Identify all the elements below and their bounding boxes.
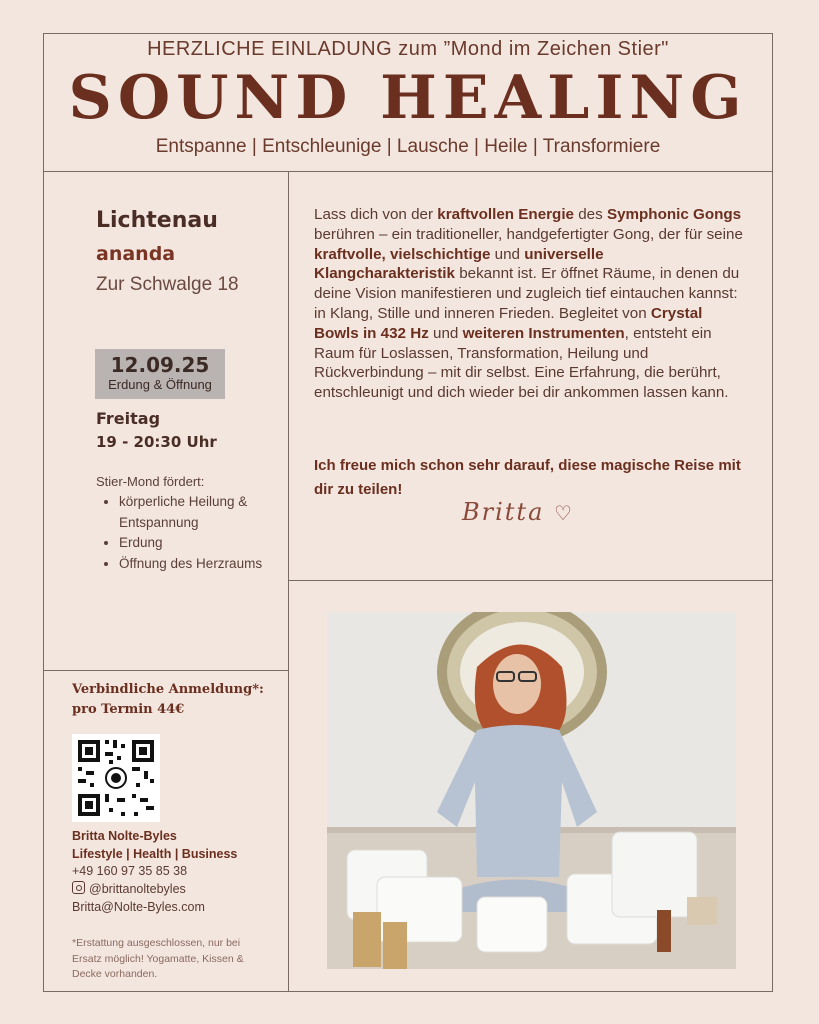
desc-text: des xyxy=(574,206,607,223)
venue-name: ananda xyxy=(96,243,176,265)
divider-column xyxy=(288,171,289,992)
signature-text: Britta xyxy=(462,498,545,526)
closing-line: Ich freue mich schon sehr darauf, diese magische Reise mit dir zu teilen! xyxy=(314,457,741,498)
event-photo xyxy=(327,612,736,969)
instagram-handle: @brittanoltebyles xyxy=(89,882,186,896)
desc-text: berühren – ein traditioneller, handgefertigter Gong, der für seine xyxy=(314,225,743,243)
city: Lichtenau xyxy=(96,208,218,233)
desc-text: bekannt ist. Er öffnet Räume, in denen du deine Vision manifestieren und zugleich tief eintauchen kannst: in Klang, Stille und inneren Frieden. Begleitet von xyxy=(314,265,740,322)
desc-text: und xyxy=(490,245,525,263)
event-date: 12.09.25 xyxy=(110,353,210,377)
description-paragraph xyxy=(314,205,744,403)
list-item: • körperliche Heilung & Entspannung xyxy=(119,492,294,533)
desc-bold: kraftvolle, vielschichtige xyxy=(314,245,491,263)
date-badge xyxy=(95,349,225,399)
heart-icon: ♡ xyxy=(554,501,574,525)
desc-text: Lass dich von der xyxy=(314,206,438,223)
benefit-list xyxy=(100,492,294,574)
list-item: • Erdung xyxy=(119,533,294,554)
subtitle: Entspanne | Entschleunige | Lausche | Heile | Transformiere xyxy=(155,136,661,157)
signature xyxy=(462,498,574,526)
contact-tagline: Lifestyle | Health | Business xyxy=(72,847,238,861)
contact-name: Britta Nolte-Byles xyxy=(72,829,177,843)
registration-price: pro Termin 44€ xyxy=(72,702,185,717)
contact-instagram[interactable] xyxy=(72,881,186,896)
desc-bold: weiteren Instrumenten xyxy=(462,324,625,342)
desc-bold: Crystal Bowls in 432 Hz xyxy=(314,304,703,342)
divider-right-middle xyxy=(288,580,773,581)
invitation-line: HERZLICHE EINLADUNG zum ”Mond im Zeichen Stier" xyxy=(147,38,669,60)
contact-email[interactable]: Britta@Nolte-Byles.com xyxy=(72,900,205,914)
desc-bold: universelle Klangcharakteristik xyxy=(314,245,604,283)
divider-header xyxy=(43,171,773,172)
event-weekday: Freitag xyxy=(96,409,161,428)
event-time: 19 - 20:30 Uhr xyxy=(96,433,217,451)
desc-text: , entsteht ein Raum für Loslassen, Transformation, Heilung und Rückverbindung – mit dir selbst. Eine Erfahrung, die berührt, entschleunigt und dich wieder bei dir ankommen lassen kann. xyxy=(314,324,729,402)
qr-code-icon[interactable] xyxy=(72,734,160,822)
desc-bold: Symphonic Gongs xyxy=(606,206,742,223)
contact-phone[interactable]: +49 160 97 35 85 38 xyxy=(72,864,188,878)
moon-intro: Stier-Mond fördert: xyxy=(96,474,205,489)
registration-label: Verbindliche Anmeldung*: xyxy=(72,682,264,697)
divider-left-bottom xyxy=(43,670,288,671)
page-title: SOUND HEALING xyxy=(68,63,748,133)
instagram-icon xyxy=(72,881,85,894)
list-item: • Öffnung des Herzraums xyxy=(119,554,294,575)
desc-bold: kraftvollen Energie xyxy=(437,206,574,223)
street-address: Zur Schwalge 18 xyxy=(96,274,239,295)
footnote: *Erstattung ausgeschlossen, nur bei Ersatz möglich! Yogamatte, Kissen & Decke vorhanden. xyxy=(72,937,244,980)
desc-text: und xyxy=(428,324,463,342)
event-theme: Erdung & Öffnung xyxy=(108,377,212,392)
